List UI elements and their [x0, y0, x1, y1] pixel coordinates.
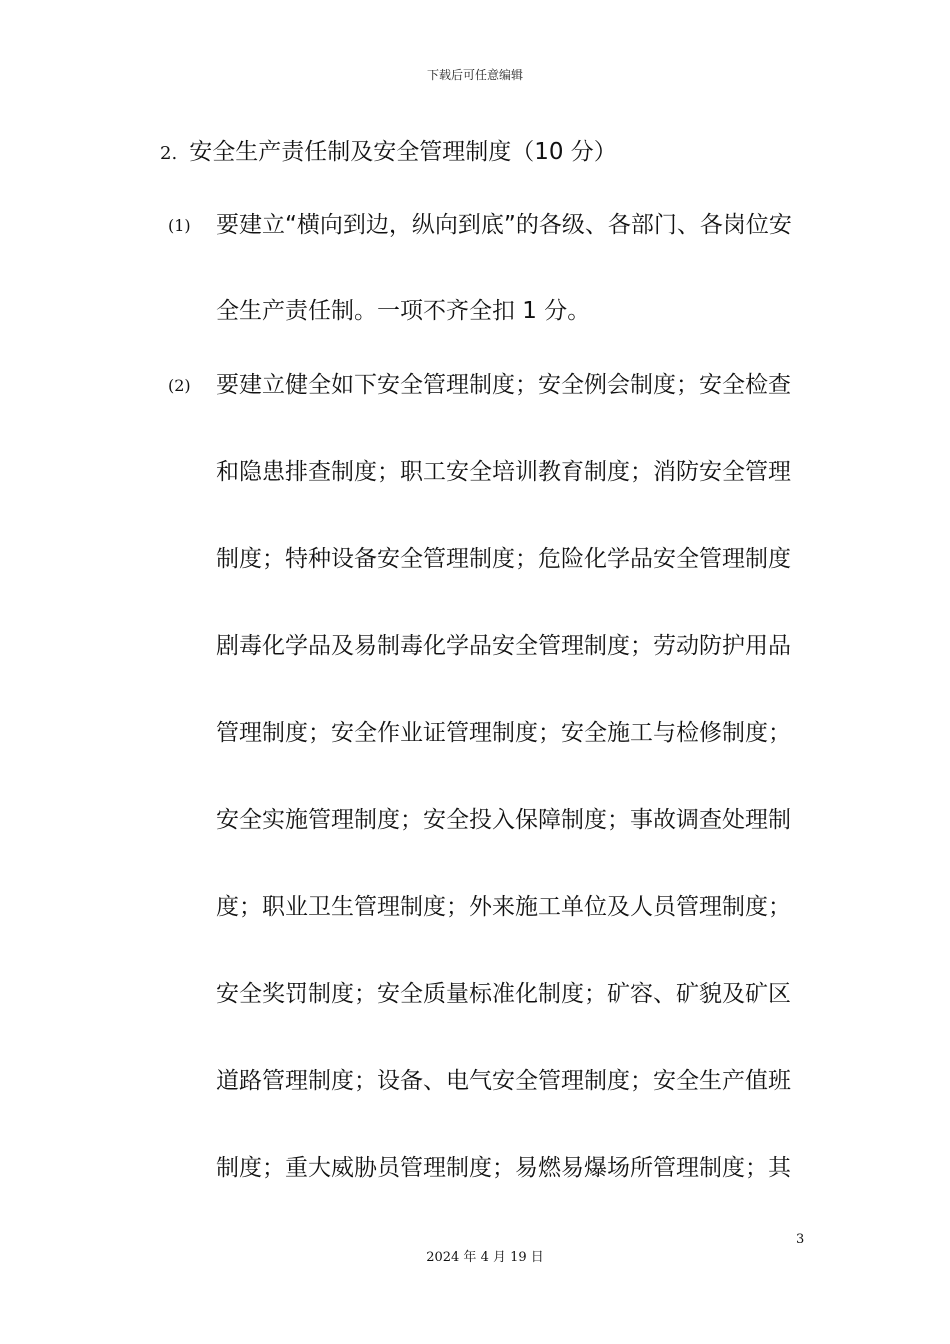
footer-date: 2024 年 4 月 19 日	[426, 1250, 544, 1265]
item-2-line-7: 度；职业卫生管理制度；外来施工单位及人员管理制度；	[216, 894, 791, 920]
item-2-line-9: 道路管理制度；设备、电气安全管理制度；安全生产值班	[216, 1068, 791, 1094]
item-2-line-2: 和隐患排查制度；职工安全培训教育制度；消防安全管理	[216, 459, 791, 485]
section-number: 2.	[160, 143, 178, 164]
item-2-line-4: 剧毒化学品及易制毒化学品安全管理制度；劳动防护用品	[216, 633, 791, 659]
item-1-line-1: 要建立“横向到边，纵向到底”的各级、各部门、各岗位安	[216, 212, 792, 238]
item-2-line-8: 安全奖罚制度；安全质量标准化制度；矿容、矿貌及矿区	[216, 981, 791, 1007]
item-marker-2: (2)	[168, 376, 191, 395]
page-header: 下载后可任意编辑	[426, 68, 523, 82]
item-2-line-5: 管理制度；安全作业证管理制度；安全施工与检修制度；	[216, 720, 791, 746]
item-marker-1: (1)	[168, 216, 191, 235]
item-1-line-2: 全生产责任制。一项不齐全扣 1 分。	[216, 298, 591, 324]
item-2-line-6: 安全实施管理制度；安全投入保障制度；事故调查处理制	[216, 807, 791, 833]
item-2-line-3: 制度；特种设备安全管理制度；危险化学品安全管理制度	[216, 546, 791, 572]
section-heading	[160, 136, 617, 170]
section-title: 安全生产责任制及安全管理制度（10 分）	[189, 139, 617, 165]
page-number: 3	[796, 1232, 805, 1247]
item-2-line-1: 要建立健全如下安全管理制度；安全例会制度；安全检查	[216, 372, 791, 398]
item-2-line-10: 制度；重大威胁员管理制度；易燃易爆场所管理制度；其	[216, 1155, 791, 1181]
